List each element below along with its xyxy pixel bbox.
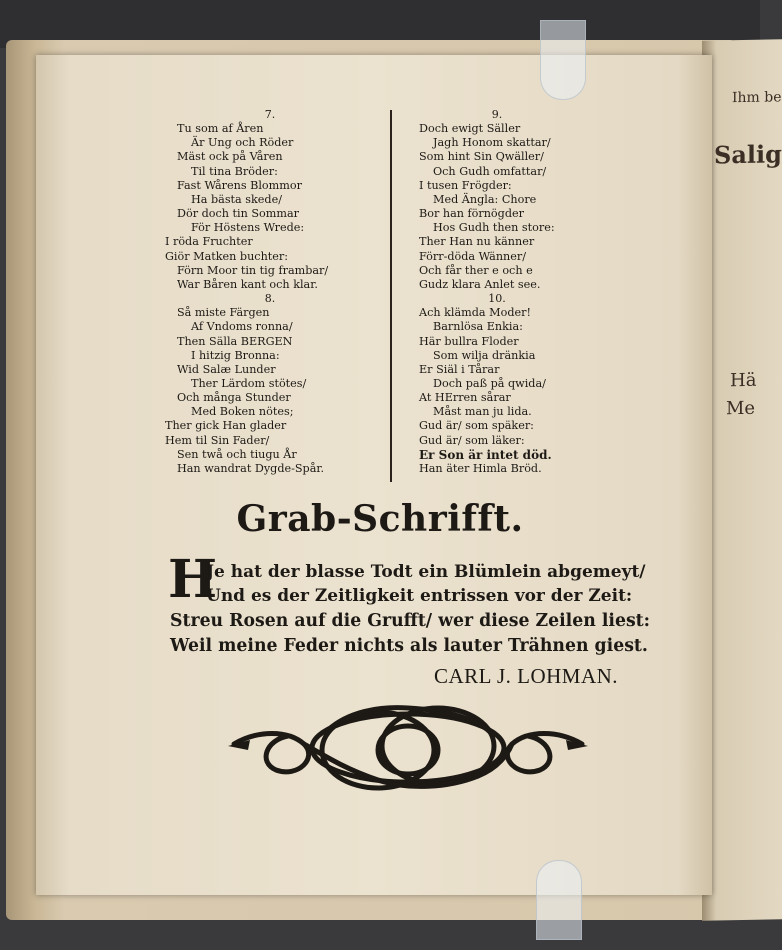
epitaph-line: Und es der Zeitligkeit entrissen vor der Zeit: — [206, 586, 633, 606]
poem-line: Han äter Himla Bröd. — [419, 461, 542, 475]
flourish-ornament — [228, 700, 588, 800]
facing-page-fragment: Ihm be — [732, 89, 782, 107]
flourish-stroke — [378, 726, 438, 774]
poem-line: Er Siäl i Tårar — [419, 362, 500, 376]
poem-line: Gudz klara Anlet see. — [419, 277, 541, 291]
poem-line: I röda Fruchter — [165, 235, 253, 249]
poem-line: Dör doch tin Sommar — [177, 207, 300, 221]
poem-line: At HErren sårar — [419, 391, 511, 405]
poem-line: Sen twå och tiugu År — [177, 447, 297, 461]
poem-line: Doch ewigt Säller — [419, 122, 521, 136]
epitaph-line: Streu Rosen auf die Grufft/ wer diese Zeilen liest: — [170, 611, 651, 631]
poem-line: Gud är/ som späker: — [419, 419, 534, 433]
epitaph-dropcap: H — [168, 549, 218, 610]
poem-line: Och Gudh omfattar/ — [433, 164, 547, 178]
column-divider — [390, 110, 392, 482]
stanza-number: 8. — [264, 292, 276, 306]
poem-line: Wid Salæ Lunder — [177, 362, 276, 376]
poem-line: Af Vndoms ronna/ — [191, 320, 293, 334]
poem-line: Hos Gudh then store: — [433, 221, 555, 235]
poem-line: Then Sälla BERGEN — [177, 334, 293, 348]
facing-page-fragment: Hä — [730, 369, 757, 392]
poem-line: Och får ther e och e — [419, 263, 533, 277]
facing-page — [702, 39, 782, 920]
poem-line: Er Son är intet död. — [419, 447, 552, 462]
poem-right-column — [407, 108, 587, 476]
poem-line: Med Ängla: Chore — [433, 192, 537, 206]
stanza-number: 7. — [264, 108, 276, 121]
poem-line: Med Boken nötes; — [191, 405, 294, 419]
poem-line: Ha bästa skede/ — [191, 192, 282, 206]
poem-line: Han wandrat Dygde-Spår. — [177, 461, 325, 475]
poem-line: För Höstens Wrede: — [191, 221, 305, 235]
poem-line: Som hint Sin Qwäller/ — [419, 150, 544, 164]
flourish-stroke — [234, 734, 309, 772]
poem-line: Är Ung och Röder — [191, 136, 294, 150]
poem-line: Här bullra Floder — [419, 334, 519, 348]
epitaph-title: Grab-Schrifft. — [236, 498, 524, 540]
poem-line: Ach klämda Moder! — [419, 306, 531, 320]
page-holder-tab-top — [540, 20, 586, 100]
poem-left-column — [165, 108, 375, 476]
epitaph-line: Je hat der blasse Todt ein Blümlein abgemeyt/ — [206, 562, 646, 582]
poem-line: Som wilja dränkia — [433, 348, 536, 362]
poem-line: I hitzig Bronna: — [191, 348, 280, 362]
poem-line: Ther Han nu känner — [419, 235, 535, 249]
flourish-stroke — [507, 734, 582, 772]
poem-line: Hem til Sin Fader/ — [165, 433, 270, 447]
poem-line: Jagh Honom skattar/ — [433, 136, 551, 150]
poem-line: Ther gick Han glader — [165, 419, 287, 433]
page-holder-tab-bottom — [536, 860, 582, 940]
facing-page-fragment: Me — [726, 397, 756, 420]
poem-line: Måst man ju lida. — [433, 405, 532, 419]
poem-line: Förr-döda Wänner/ — [419, 249, 526, 263]
poem-line: Barnlösa Enkia: — [433, 320, 523, 334]
poem-line: Fast Wårens Blommor — [177, 178, 302, 192]
author-signature: CARL J. LOHMAN. — [434, 664, 619, 688]
epitaph-line: Weil meine Feder nichts als lauter Trähnen giest. — [170, 636, 648, 656]
poem-line: Giör Matken buchter: — [165, 249, 289, 263]
stanza-number: 9. — [491, 108, 503, 121]
poem-line: War Båren kant och klar. — [177, 277, 318, 291]
poem-line: Förn Moor tin tig frambar/ — [177, 263, 329, 277]
poem-line: Mäst ock på Våren — [177, 150, 283, 164]
poem-line: Gud är/ som läker: — [419, 433, 525, 447]
poem-line: Ther Lärdom stötes/ — [191, 376, 307, 390]
poem-line: Til tina Bröder: — [191, 164, 278, 178]
stanza-number: 10. — [488, 292, 506, 306]
poem-line: Och många Stunder — [177, 391, 291, 405]
facing-page-fragment: Salig — [714, 139, 782, 170]
poem-line: Doch paß på qwida/ — [433, 376, 546, 390]
poem-line: Tu som af Åren — [177, 122, 264, 136]
poem-line: Så miste Färgen — [177, 306, 270, 320]
poem-line: Bor han förnögder — [419, 207, 524, 221]
poem-line: I tusen Frögder: — [419, 178, 512, 192]
